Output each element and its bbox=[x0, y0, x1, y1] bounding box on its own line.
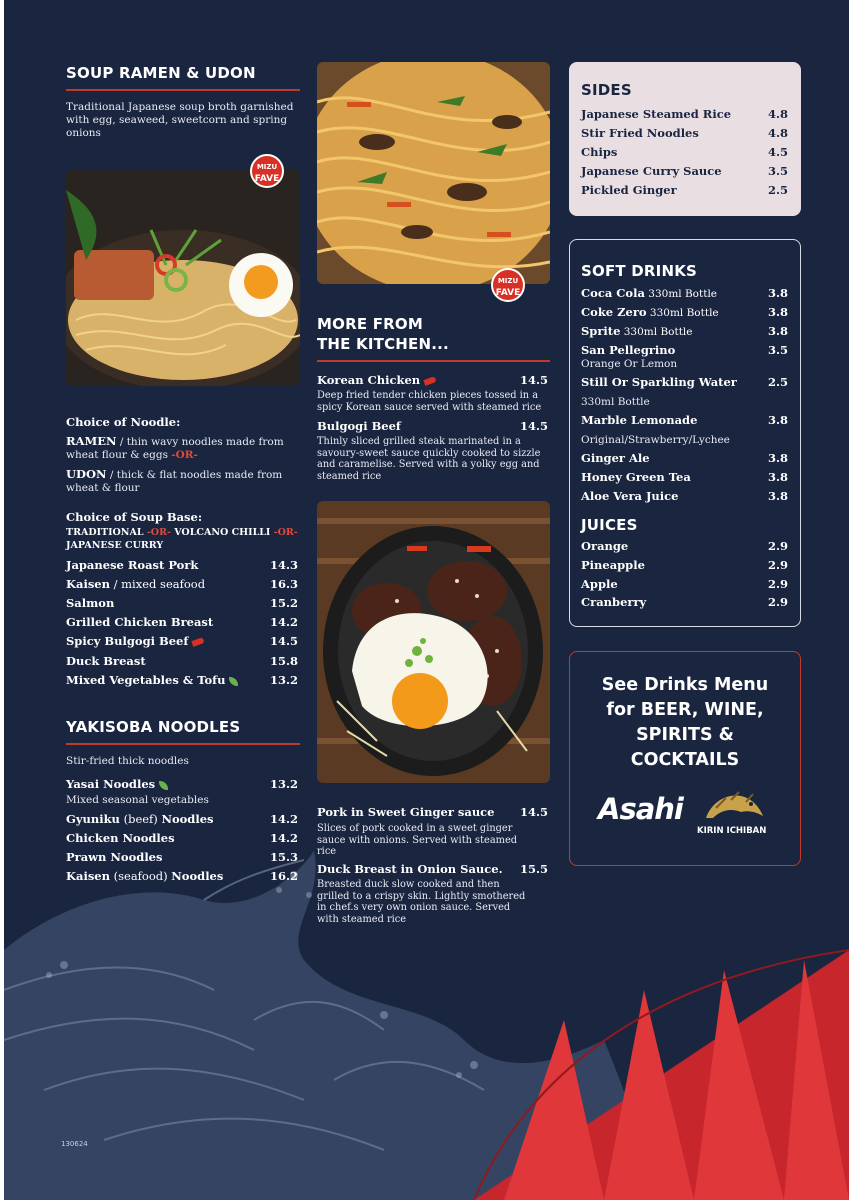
menu-item: Duck Breast 15.8 bbox=[66, 654, 298, 668]
section-divider bbox=[66, 89, 300, 91]
menu-item-description: Breasted duck slow cooked and then grilled to a crispy skin. Lightly smothered in chef.s very own onion sauce. Served with steamed rice bbox=[317, 879, 526, 925]
menu-item: Aloe Vera Juice 3.8 bbox=[581, 489, 788, 503]
menu-item: Japanese Steamed Rice 4.8 bbox=[581, 107, 788, 121]
menu-item: Pork in Sweet Ginger sauce 14.5 bbox=[317, 805, 548, 819]
menu-item: Stir Fried Noodles 4.8 bbox=[581, 126, 788, 140]
soup-section-title: SOUP RAMEN & UDON bbox=[66, 64, 256, 82]
menu-item: Gyuniku (beef) Noodles 14.2 bbox=[66, 812, 298, 826]
menu-item: Coke Zero 330ml Bottle 3.8 bbox=[581, 305, 788, 319]
menu-item: Spicy Bulgogi Beef 14.5 bbox=[66, 634, 298, 648]
sides-title: SIDES bbox=[581, 81, 632, 99]
menu-item: Salmon 15.2 bbox=[66, 596, 298, 610]
drinks-promo-text: See Drinks Menu for BEER, WINE, SPIRITS & COCKTAILS bbox=[601, 675, 769, 770]
chili-icon bbox=[192, 637, 205, 647]
section-divider bbox=[317, 360, 550, 362]
kirin-logo-text: KIRIN ICHIBAN bbox=[697, 826, 767, 836]
soup-base-title: Choice of Soup Base: bbox=[66, 510, 203, 524]
menu-page bbox=[4, 0, 849, 1200]
menu-item: Chicken Noodles 14.2 bbox=[66, 831, 298, 845]
section-divider bbox=[66, 743, 300, 745]
udon-option: UDON / thick & flat noodles made from wheat & flour bbox=[66, 467, 283, 494]
menu-item-subtext: 330ml Bottle bbox=[581, 396, 650, 408]
menu-item-subtext: Original/Strawberry/Lychee bbox=[581, 434, 730, 446]
chili-icon bbox=[423, 376, 436, 386]
menu-item: Duck Breast in Onion Sauce. 15.5 bbox=[317, 862, 548, 876]
menu-item: Sprite 330ml Bottle 3.8 bbox=[581, 324, 788, 338]
bulgogi-photo bbox=[317, 501, 550, 783]
menu-item: Kaisen (seafood) Noodles 16.2 bbox=[66, 869, 298, 883]
mizu-fave-badge: MIZU FAVE bbox=[491, 268, 525, 302]
menu-item: Pickled Ginger 2.5 bbox=[581, 183, 788, 197]
menu-item: Honey Green Tea 3.8 bbox=[581, 470, 788, 484]
juices-title: JUICES bbox=[581, 516, 638, 534]
menu-item: Marble Lemonade 3.8 bbox=[581, 413, 788, 427]
menu-item: Japanese Curry Sauce 3.5 bbox=[581, 164, 788, 178]
menu-item-subtext: Orange Or Lemon bbox=[581, 358, 678, 370]
menu-item: Bulgogi Beef 14.5 bbox=[317, 419, 548, 433]
yakisoba-photo bbox=[317, 62, 550, 284]
menu-item: Korean Chicken 14.5 bbox=[317, 373, 548, 387]
ramen-photo bbox=[66, 170, 300, 386]
menu-item: Japanese Roast Pork 14.3 bbox=[66, 558, 298, 572]
menu-item: Pineapple 2.9 bbox=[581, 558, 788, 572]
menu-item: Orange 2.9 bbox=[581, 539, 788, 553]
menu-item: Yasai Noodles 13.2 bbox=[66, 777, 298, 791]
vegetarian-leaf-icon bbox=[229, 677, 238, 686]
menu-item: Cranberry 2.9 bbox=[581, 595, 788, 609]
noodle-choice-title: Choice of Noodle: bbox=[66, 415, 181, 429]
menu-item-description: Thinly sliced grilled steak marinated in a savoury-sweet sauce quickly cooked to sizzle and caramelise. Served with a yolky egg and steamed rice bbox=[317, 436, 541, 482]
vegetarian-leaf-icon bbox=[159, 781, 168, 790]
asahi-logo: Asahi bbox=[598, 792, 683, 826]
menu-item: Kaisen / mixed seafood 16.3 bbox=[66, 577, 298, 591]
ramen-option: RAMEN / thin wavy noodles made from wheat flour & eggs -OR- bbox=[66, 434, 284, 461]
menu-item: Grilled Chicken Breast 14.2 bbox=[66, 615, 298, 629]
menu-item-description: Deep fried tender chicken pieces tossed in a spicy Korean sauce served with steamed rice bbox=[317, 390, 542, 413]
soft-drinks-title: SOFT DRINKS bbox=[581, 262, 698, 280]
soup-base-options: TRADITIONAL -OR- VOLCANO CHILLI -OR- JAPANESE CURRY bbox=[66, 527, 298, 551]
yakisoba-section-title: YAKISOBA NOODLES bbox=[66, 718, 241, 736]
kirin-logo-icon bbox=[701, 788, 767, 826]
print-code: 130624 bbox=[61, 1140, 88, 1148]
menu-item: Still Or Sparkling Water 2.5 bbox=[581, 375, 788, 389]
yakisoba-description: Stir-fried thick noodles bbox=[66, 755, 189, 767]
menu-item: Ginger Ale 3.8 bbox=[581, 451, 788, 465]
menu-item: Coca Cola 330ml Bottle 3.8 bbox=[581, 286, 788, 300]
mizu-fave-badge: MIZU FAVE bbox=[250, 154, 284, 188]
menu-item-subtext: Mixed seasonal vegetables bbox=[66, 794, 209, 806]
menu-item: Mixed Vegetables & Tofu 13.2 bbox=[66, 673, 298, 687]
menu-item: Chips 4.5 bbox=[581, 145, 788, 159]
menu-item: Prawn Noodles 15.3 bbox=[66, 850, 298, 864]
kitchen-section-title: MORE FROM THE KITCHEN... bbox=[317, 315, 449, 353]
soup-description: Traditional Japanese soup broth garnished with egg, seaweed, sweetcorn and spring onions bbox=[66, 101, 294, 139]
menu-item: Apple 2.9 bbox=[581, 577, 788, 591]
menu-item: San Pellegrino 3.5 bbox=[581, 343, 788, 357]
menu-item-description: Slices of pork cooked in a sweet ginger sauce with onions. Served with steamed rice bbox=[317, 823, 518, 857]
